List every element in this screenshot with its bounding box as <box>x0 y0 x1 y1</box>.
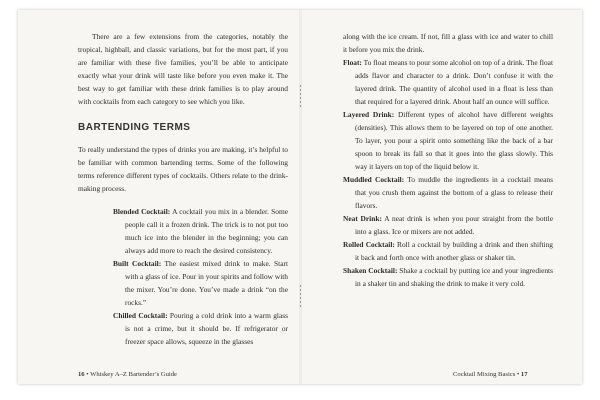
terms-intro-paragraph: To really understand the types of drinks you are making, it’s helpful to be familiar with common bartending terms. Some of the following terms reference different types of cocktails. Others relate to the drink-making process. <box>78 145 288 193</box>
binding-stitch <box>300 285 301 307</box>
definition-term: Blended Cocktail: <box>113 207 171 216</box>
definition-text: Pouring a cold drink into a warm glass is not a crime, but it should be. If refrigerator or freezer space allows, squeeze in the glasses <box>125 311 288 346</box>
definition-text: Roll a cocktail by building a drink and then shifting it back and forth once with another glass or shaker tin. <box>355 240 553 262</box>
page-number: 16 <box>78 371 85 378</box>
definition-text: A cocktail you mix in a blender. Some people call it a frozen drink. The trick is to not put too much ice into the blender in the beginning; you can always add more to reach the desired consistency. <box>125 207 288 255</box>
definition-rolled <box>343 238 553 264</box>
definition-shaken <box>343 264 553 290</box>
section-heading: BARTENDING TERMS <box>78 122 191 133</box>
definition-text: The easiest mixed drink to make. Start with a glass of ice. Pour in your spirits and follow with the mixer. You’re done. You’ve made a drink “on the rocks.” <box>125 259 288 307</box>
definition-blended <box>113 205 288 257</box>
definition-built <box>113 257 288 309</box>
definition-term: Layered Drink: <box>343 110 395 119</box>
definition-neat <box>343 212 553 238</box>
left-page <box>78 30 288 348</box>
right-page <box>343 30 553 290</box>
definition-text: To muddle the ingredients in a cocktail means that you crush them against the bottom of a glass to release their flavors. <box>355 175 554 210</box>
definition-float <box>343 56 553 108</box>
left-page-footer: 16 • Whiskey A–Z Bartender’s Guide <box>78 371 177 378</box>
definition-term: Rolled Cocktail: <box>343 240 395 249</box>
binding-stitch <box>300 85 301 107</box>
definition-text: Shake a cocktail by putting ice and your ingredients in a shaker tin and shaking the drink to make it very cold. <box>355 266 553 288</box>
book-gutter <box>299 10 302 384</box>
chapter-title: Cocktail Mixing Basics <box>453 371 516 378</box>
definition-text: Different types of alcohol have different weights (densities). This allows them to be layered on top of one another. To layer, you pour a spirit onto something like the back of a bar spoon to break its fall so that it goes into the glass slowly. This way it layers on top of the liquid below it. <box>355 110 553 171</box>
definition-text: To float means to pour some alcohol on top of a drink. The float adds flavor and character to a drink. Don’t confuse it with the layered drink. The quantity of alcohol used in a float is less than that required for a layered drink. About half an ounce will suffice. <box>355 58 554 106</box>
definition-term: Chilled Cocktail: <box>113 311 168 320</box>
definition-layered <box>343 108 553 173</box>
definition-term: Float: <box>343 58 362 67</box>
definition-muddled <box>343 173 553 212</box>
page-number: 17 <box>520 371 528 378</box>
book-title: Whiskey A–Z Bartender’s Guide <box>90 371 177 378</box>
book-spread <box>18 10 582 384</box>
definition-chilled <box>113 309 288 348</box>
intro-paragraph: There are a few extensions from the categories, notably the tropical, highball, and classic variations, but for the most part, if you are familiar with these five families, you’ll be able to anticipate exactly what your drink will taste like before you even make it. The best way to get familiar with these drink families is to play around with cocktails from each category to see which you like. <box>78 32 288 106</box>
definition-text: A neat drink is when you pour straight from the bottle into a glass. Ice or mixers are not added. <box>355 214 553 236</box>
definition-term: Built Cocktail: <box>113 259 162 268</box>
definition-term: Muddled Cocktail: <box>343 175 405 184</box>
definition-term: Neat Drink: <box>343 214 382 223</box>
continued-paragraph: along with the ice cream. If not, fill a glass with ice and water to chill it before you mix the drink. <box>343 32 553 54</box>
right-page-footer: Cocktail Mixing Basics • 17 <box>453 371 528 378</box>
definition-term: Shaken Cocktail: <box>343 266 398 275</box>
